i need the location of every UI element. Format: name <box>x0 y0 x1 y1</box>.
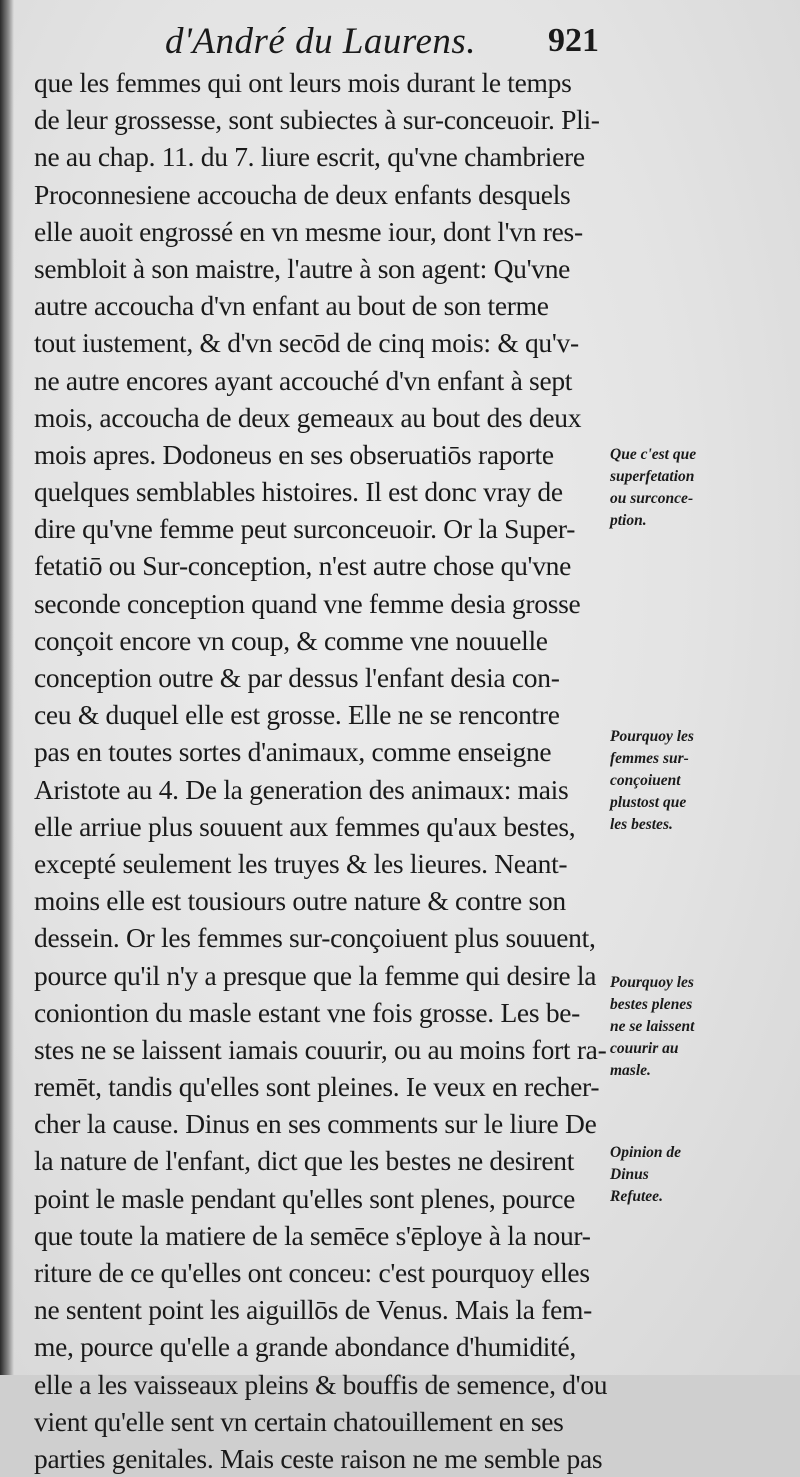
text-line: seconde conception quand vne femme desia grosse <box>34 587 581 619</box>
margin-note-dinus-opinion <box>610 1142 795 1208</box>
text-line: excepté seulement les truyes & les lieures. Neant- <box>34 847 568 879</box>
margin-note-line: plustost que <box>610 794 687 811</box>
margin-note-line: couurir au <box>610 1040 679 1057</box>
text-line: coniontion du masle estant vne fois grosse. Les be- <box>34 996 581 1028</box>
text-line: sembloit à son maistre, l'autre à son agent: Qu'vne <box>34 252 571 284</box>
text-line: pas en toutes sortes d'animaux, comme enseigne <box>34 736 552 768</box>
margin-note-line: bestes plenes <box>610 996 693 1013</box>
text-line: tout iustement, & d'vn secōd de cinq mois: & qu'v- <box>34 327 579 359</box>
binding-shadow <box>0 0 14 1375</box>
margin-note-line: femmes sur- <box>610 750 689 767</box>
text-line: moins elle est tousiours outre nature & contre son <box>34 885 566 917</box>
text-line: mois, accoucha de deux gemeaux au bout des deux <box>34 401 582 433</box>
text-line: ne autre encores ayant accouché d'vn enfant à sept <box>34 364 573 396</box>
margin-note-line: Que c'est que <box>610 446 697 463</box>
margin-note-line: ption. <box>610 512 647 529</box>
text-line: mois apres. Dodoneus en ses obseruatiōs raporte <box>34 438 554 470</box>
text-line: de leur grossesse, sont subiectes à sur-conceuoir. Pli- <box>34 104 600 136</box>
text-line: dessein. Or les femmes sur-conçoiuent plus souuent, <box>34 922 596 954</box>
text-line: la nature de l'enfant, dict que les bestes ne desirent <box>34 1145 575 1177</box>
margin-note-superfetation <box>610 444 795 532</box>
text-line: conception outre & par dessus l'enfant desia con- <box>34 662 560 693</box>
text-line: quelques semblables histoires. Il est donc vray de <box>34 476 563 508</box>
margin-note-line: Refutee. <box>610 1188 663 1205</box>
margin-note-line: les bestes. <box>610 816 673 833</box>
text-line: elle arriue plus souuent aux femmes qu'aux bestes, <box>34 810 576 842</box>
text-line: conçoit encore vn coup, & comme vne nouuelle <box>34 624 548 656</box>
text-line: vient qu'elle sent vn certain chatouillement en ses <box>34 1405 564 1437</box>
text-line: me, pource qu'elle a grande abondance d'humidité, <box>34 1331 576 1363</box>
text-line: que les femmes qui ont leurs mois durant le temps <box>34 67 572 98</box>
page-number: 921 <box>548 22 599 59</box>
text-line: dire qu'vne femme peut surconceuoir. Or la Super- <box>34 513 576 545</box>
text-line: parties genitales. Mais ceste raison ne me semble pas <box>34 1442 603 1474</box>
margin-note-line: ne se laissent <box>610 1018 695 1035</box>
margin-note-line: Opinion de <box>610 1144 682 1161</box>
margin-note-line: masle. <box>610 1062 651 1079</box>
margin-note-women-conceive <box>610 726 795 836</box>
text-line: elle auoit engrossé en vn mesme iour, dont l'vn res- <box>34 215 583 247</box>
text-line: ceu & duquel elle est grosse. Elle ne se rencontre <box>34 699 560 731</box>
margin-note-line: Pourquoy les <box>610 728 694 745</box>
margin-note-line: superfetation <box>610 468 695 485</box>
margin-note-line: Dinus <box>610 1166 649 1183</box>
text-line: ne au chap. 11. du 7. liure escrit, qu'vne chambriere <box>34 141 585 173</box>
text-line: point le masle pendant qu'elles sont plenes, pource <box>34 1182 576 1214</box>
text-line: remēt, tandis qu'elles sont pleines. Ie veux en recher- <box>34 1071 600 1103</box>
text-line: stes ne se laissent iamais couurir, ou au moins fort ra- <box>34 1033 607 1065</box>
text-line: pource qu'il n'y a presque que la femme qui desire la <box>34 959 597 991</box>
text-line: cher la cause. Dinus en ses comments sur le liure De <box>34 1108 597 1140</box>
text-line: Proconnesiene accoucha de deux enfants desquels <box>34 178 571 210</box>
text-line: Aristote au 4. De la generation des animaux: mais <box>34 773 569 805</box>
running-title: d'André du Laurens. <box>165 21 477 62</box>
margin-note-line: Pourquoy les <box>610 974 694 991</box>
margin-note-pregnant-beasts <box>610 972 795 1082</box>
text-line: que toute la matiere de la semēce s'ēploye à la nour- <box>34 1219 591 1251</box>
text-line: riture de ce qu'elles ont conceu: c'est pourquoy elles <box>34 1257 590 1288</box>
text-line: ne sentent point les aiguillōs de Venus. Mais la fem- <box>34 1294 592 1326</box>
running-header <box>0 18 800 68</box>
margin-note-line: conçoiuent <box>610 772 681 789</box>
text-line: elle a les vaisseaux pleins & bouffis de semence, d'ou <box>34 1368 608 1400</box>
margin-note-line: ou surconce- <box>610 490 694 507</box>
text-line: fetatiō ou Sur-conception, n'est autre chose qu'vne <box>34 550 572 582</box>
text-line: autre accoucha d'vn enfant au bout de son terme <box>34 290 549 322</box>
body-text <box>34 64 614 1477</box>
